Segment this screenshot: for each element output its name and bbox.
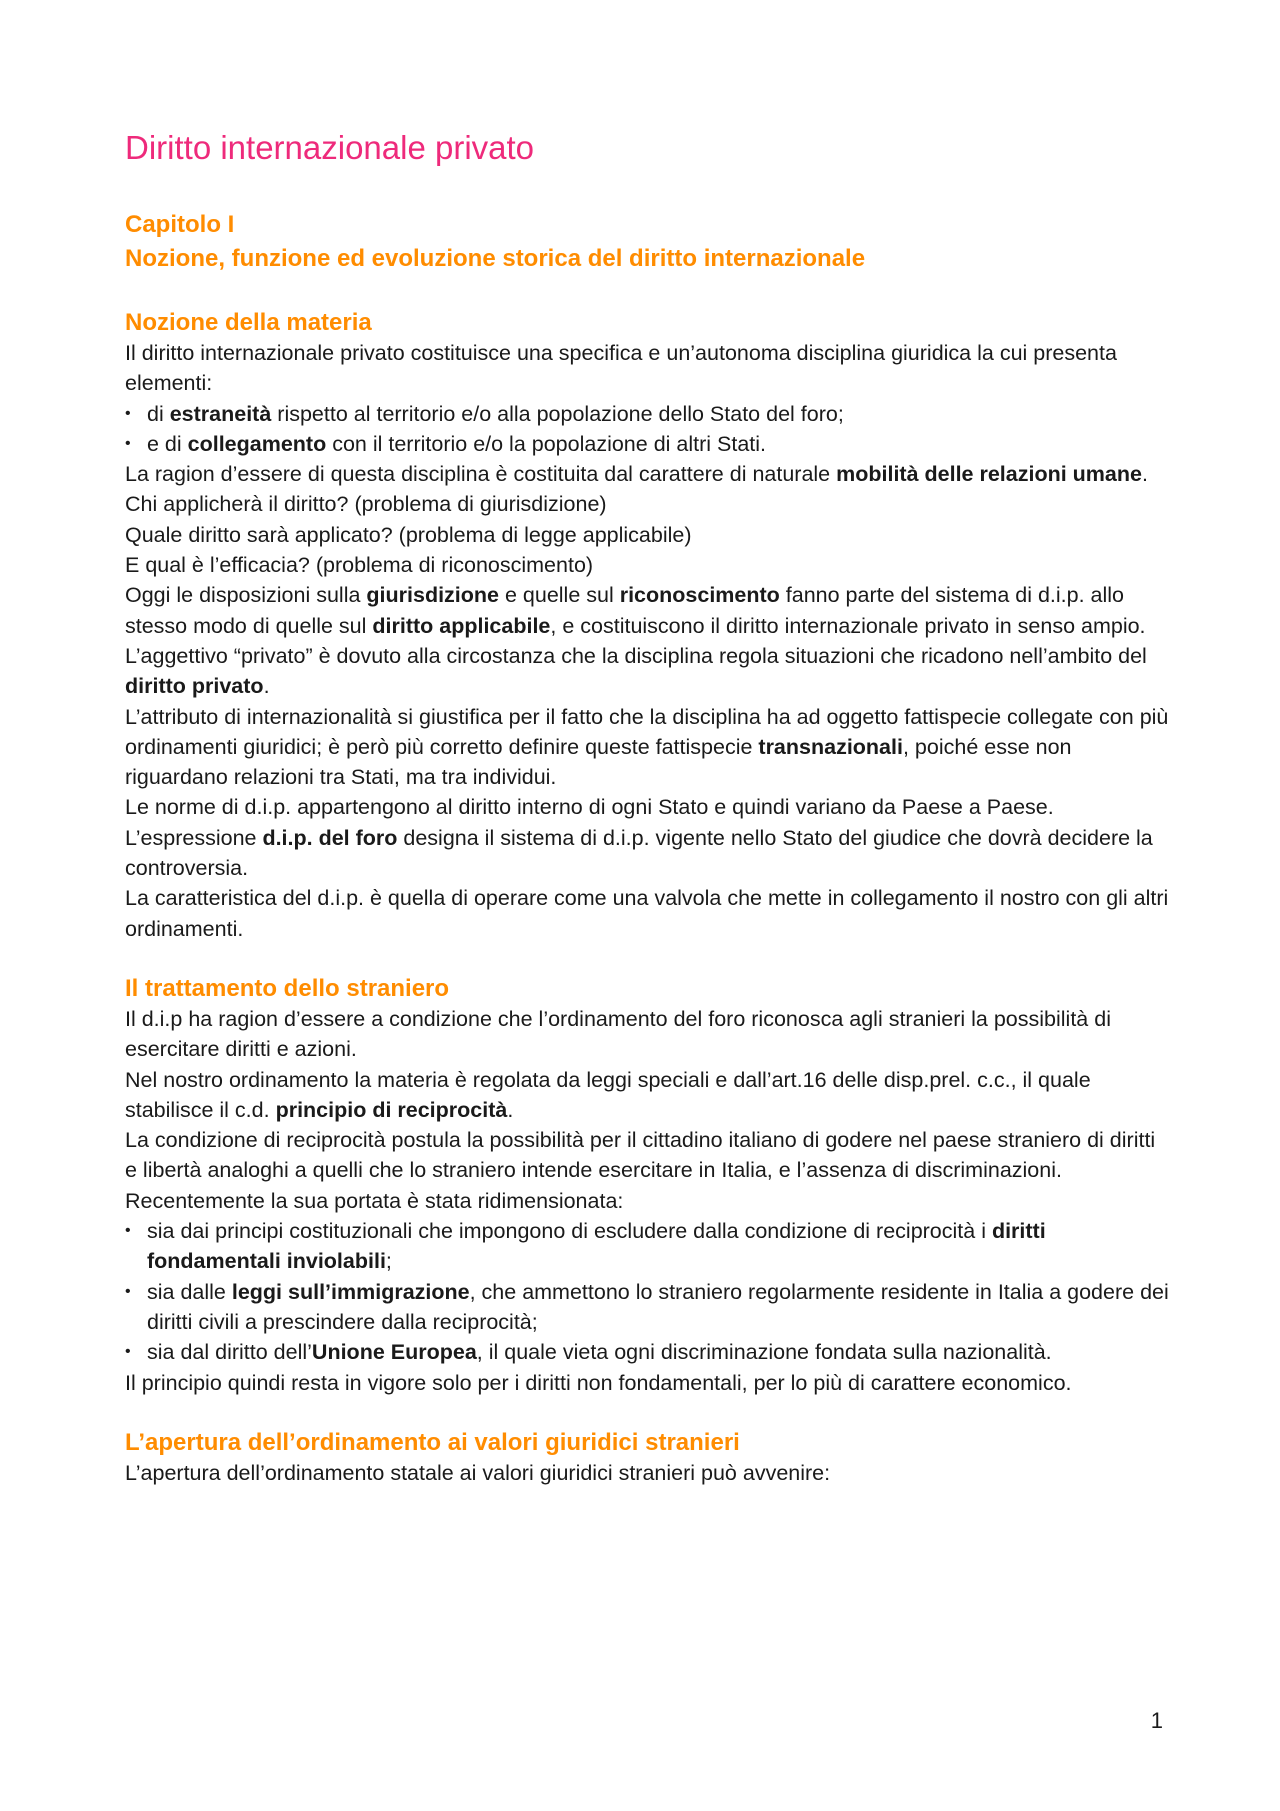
paragraph: Oggi le disposizioni sulla giurisdizione e quelle sul riconoscimento fanno parte del sistema di d.i.p. allo stesso modo di quelle sul diritto applicabile, e costituiscono il diritto internazionale privato in senso ampio. bbox=[125, 583, 1146, 638]
list-item: • sia dalle leggi sull’immigrazione, che ammettono lo straniero regolarmente residente in Italia a godere dei diritti civili a prescindere dalla reciprocità; bbox=[125, 1277, 1170, 1338]
paragraph: Il principio quindi resta in vigore solo per i diritti non fondamentali, per lo più di carattere economico. bbox=[125, 1370, 1072, 1395]
chapter-number: Capitolo I bbox=[125, 211, 235, 238]
bullet-list bbox=[125, 1216, 1170, 1367]
list-item: • di estraneità rispetto al territorio e/o alla popolazione dello Stato del foro; bbox=[125, 399, 1170, 429]
paragraph: Nel nostro ordinamento la materia è regolata da leggi speciali e dall’art.16 delle disp.prel. c.c., il quale stabilisce il c.d. principio di reciprocità. bbox=[125, 1067, 1091, 1122]
document-title: Diritto internazionale privato bbox=[125, 129, 535, 166]
paragraph: La condizione di reciprocità postula la possibilità per il cittadino italiano di godere nel paese straniero di diritti e libertà analoghi a quelli che lo straniero intende esercitare in Italia, e l’assenza di discriminazioni. bbox=[125, 1128, 1156, 1183]
paragraph: Recentemente la sua portata è stata ridimensionata: bbox=[125, 1188, 624, 1213]
section-heading-straniero: Il trattamento dello straniero bbox=[125, 974, 450, 1002]
page-number: 1 bbox=[1150, 1708, 1163, 1733]
list-item: • e di collegamento con il territorio e/o la popolazione di altri Stati. bbox=[125, 429, 1170, 459]
list-item: • sia dal diritto dell’Unione Europea, il quale vieta ogni discriminazione fondata sulla nazionalità. bbox=[125, 1337, 1170, 1367]
paragraph: La ragion d’essere di questa disciplina è costituita dal carattere di naturale mobilità delle relazioni umane. bbox=[125, 462, 1148, 487]
paragraph: L’attributo di internazionalità si giustifica per il fatto che la disciplina ha ad oggetto fattispecie collegate con più ordinamenti giuridici; è però più corretto definire queste fattispecie transnazionali, poiché esse non riguardano relazioni tra Stati, ma tra individui. bbox=[125, 704, 1169, 790]
chapter-title: Nozione, funzione ed evoluzione storica del diritto internazionale bbox=[125, 245, 866, 272]
list-item: • sia dai principi costituzionali che impongono di escludere dalla condizione di reciprocità i diritti fondamentali inviolabili; bbox=[125, 1216, 1170, 1277]
paragraph: E qual è l’efficacia? (problema di riconoscimento) bbox=[125, 553, 594, 578]
paragraph: L’aggettivo “privato” è dovuto alla circostanza che la disciplina regola situazioni che ricadono nell’ambito del diritto privato. bbox=[125, 643, 1147, 699]
paragraph: Il diritto internazionale privato costituisce una specifica e un’autonoma disciplina giuridica la cui presenta elementi: bbox=[125, 341, 1117, 396]
document-page bbox=[125, 128, 1170, 1488]
section-heading-nozione: Nozione della materia bbox=[125, 309, 372, 336]
bullet-list bbox=[125, 399, 1170, 460]
paragraph: Chi applicherà il diritto? (problema di giurisdizione) bbox=[125, 492, 607, 517]
section-heading-apertura: L’apertura dell’ordinamento ai valori giuridici stranieri bbox=[125, 1428, 740, 1456]
paragraph: La caratteristica del d.i.p. è quella di operare come una valvola che mette in collegamento il nostro con gli altri ordinamenti. bbox=[125, 886, 1169, 941]
paragraph: L’espressione d.i.p. del foro designa il sistema di d.i.p. vigente nello Stato del giudice che dovrà decidere la controversia. bbox=[125, 825, 1153, 881]
paragraph: Le norme di d.i.p. appartengono al diritto interno di ogni Stato e quindi variano da Paese a Paese. bbox=[125, 795, 1054, 820]
chapter-heading bbox=[125, 208, 1170, 276]
paragraph: L’apertura dell’ordinamento statale ai valori giuridici stranieri può avvenire: bbox=[125, 1460, 831, 1485]
paragraph: Il d.i.p ha ragion d’essere a condizione che l’ordinamento del foro riconosca agli stranieri la possibilità di esercitare diritti e azioni. bbox=[125, 1006, 1111, 1062]
paragraph: Quale diritto sarà applicato? (problema di legge applicabile) bbox=[125, 522, 692, 547]
